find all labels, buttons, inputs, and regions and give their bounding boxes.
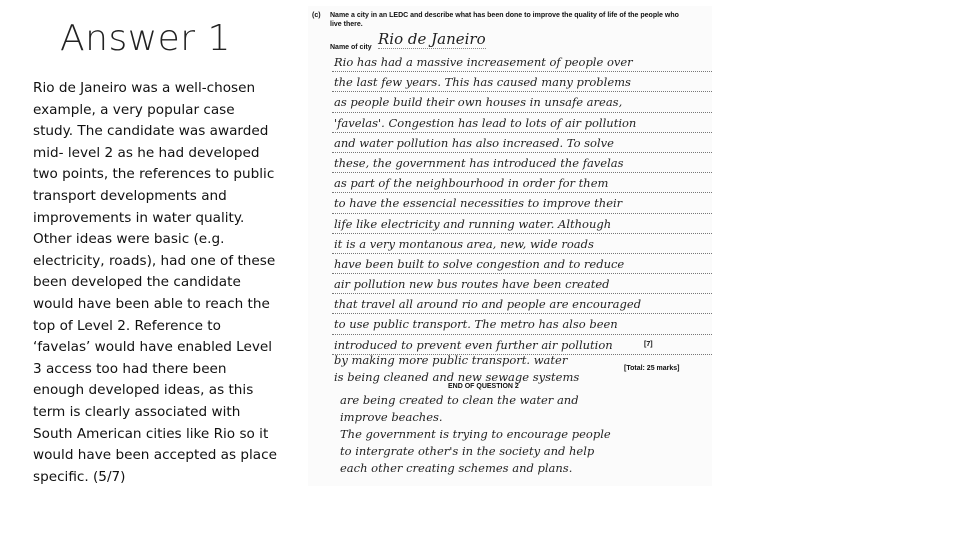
- overflow-line: improve beaches.: [340, 410, 443, 424]
- continuation-line: by making more public transport. water: [334, 353, 568, 367]
- answer-line: to use public transport. The metro has also been: [332, 314, 712, 334]
- question-text: Name a city in an LEDC and describe what has been done to improve the quality of life of the people who live there.: [330, 12, 679, 28]
- answer-lines: [332, 52, 712, 355]
- answer-line: air pollution new bus routes have been created: [332, 274, 712, 294]
- mark-allocation: [7]: [644, 341, 653, 348]
- answer-line: introduced to prevent even further air pollution: [332, 335, 712, 355]
- question-label: (c): [312, 12, 321, 19]
- answer-line: 'favelas'. Congestion has lead to lots of air pollution: [332, 113, 712, 133]
- slide-title: Answer 1: [60, 18, 231, 59]
- total-marks: [Total: 25 marks]: [624, 365, 680, 372]
- answer-line: these, the government has introduced the favelas: [332, 153, 712, 173]
- overflow-line: The government is trying to encourage people: [340, 427, 611, 441]
- city-value: Rio de Janeiro: [378, 30, 486, 48]
- city-label: Name of city: [330, 44, 372, 51]
- answer-line: that travel all around rio and people are encouraged: [332, 294, 712, 314]
- end-of-question: END OF QUESTION 2: [448, 383, 519, 390]
- continuation-line: is being cleaned and new sewage systems: [334, 370, 580, 384]
- answer-line: have been built to solve congestion and to reduce: [332, 254, 712, 274]
- overflow-line: are being created to clean the water and: [340, 393, 579, 407]
- answer-line: as part of the neighbourhood in order for them: [332, 173, 712, 193]
- answer-line: to have the essencial necessities to improve their: [332, 193, 712, 213]
- answer-line: as people build their own houses in unsafe areas,: [332, 92, 712, 112]
- examiner-commentary: Rio de Janeiro was a well-chosen example, a very popular case study. The candidate was awarded mid- level 2 as he had developed two points, the references to public transport developments and improvements in water quality. Other ideas were basic (e.g. electricity, roads), had one of these been developed the candidate would have been able to reach the top of Level 2. Reference to ‘favelas’ would have enabled Level 3 access too had there been enough developed ideas, as this term is clearly associated with South American cities like Rio so it would have been accepted as place specific. (5/7): [33, 80, 277, 485]
- answer-line: it is a very montanous area, new, wide roads: [332, 234, 712, 254]
- answer-line: the last few years. This has caused many problems: [332, 72, 712, 92]
- answer-line: and water pollution has also increased. To solve: [332, 133, 712, 153]
- answer-line: life like electricity and running water. Although: [332, 214, 712, 234]
- overflow-lines: [338, 392, 708, 477]
- overflow-line: to intergrate other's in the society and help: [340, 444, 595, 458]
- scanned-exam-script: [308, 6, 712, 486]
- overflow-line: each other creating schemes and plans.: [340, 461, 573, 475]
- answer-line: Rio has had a massive increasement of people over: [332, 52, 712, 72]
